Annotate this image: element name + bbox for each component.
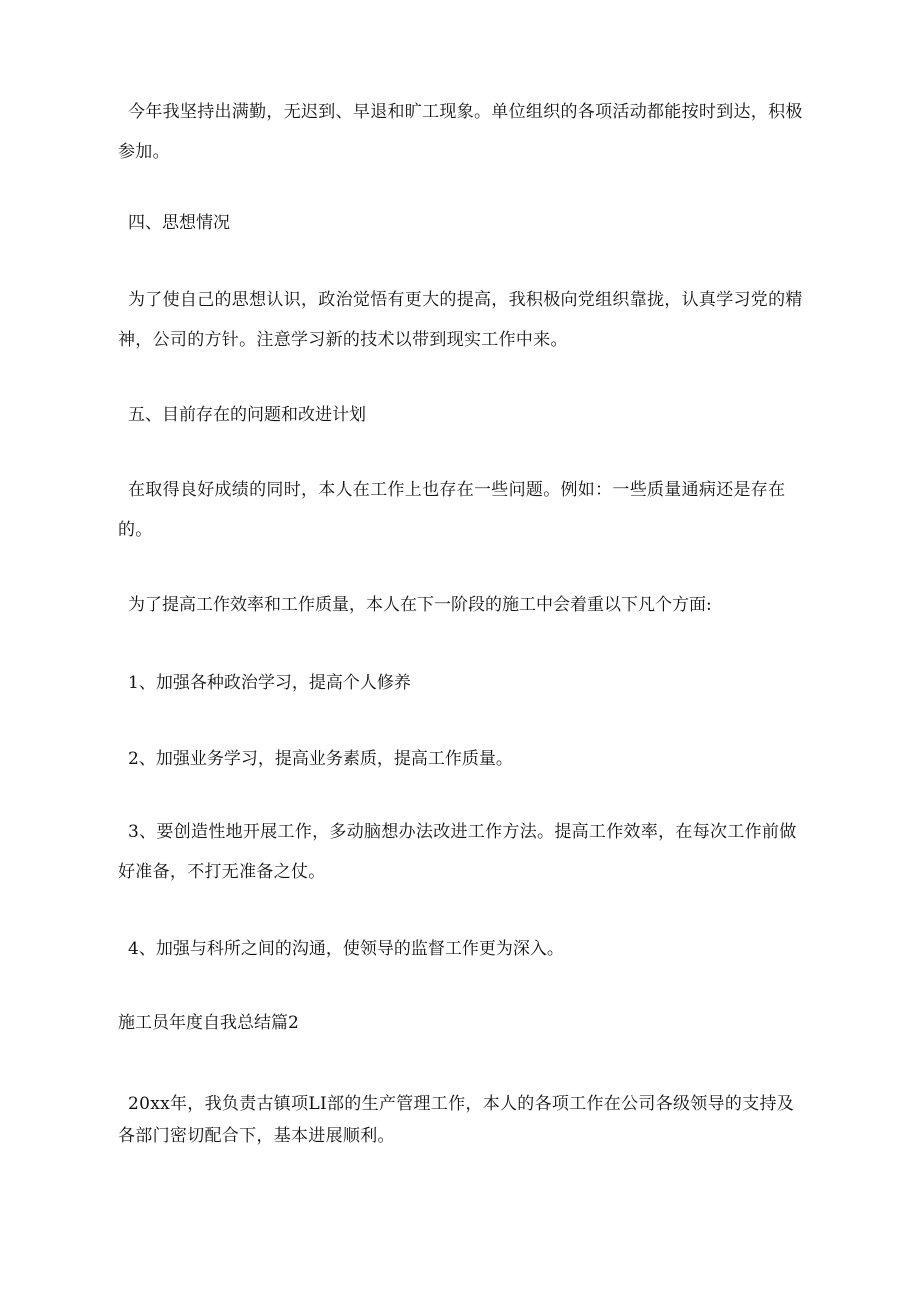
section-title-2: 施工员年度自我总结篇2 <box>118 1013 299 1033</box>
paragraph-improvement-intro: 为了提高工作效率和工作质量，本人在下一阶段的施工中会着重以下凡个方面: <box>128 595 712 615</box>
paragraph-thoughts: 为了使自己的思想认识，政治觉悟有更大的提高，我积极向党组织靠拢，认真学习党的精神，公司的方针。注意学习新的技术以带到现实工作中来。 <box>118 290 803 350</box>
list-item-2: 2、加强业务学习，提高业务素质，提高工作质量。 <box>128 749 513 769</box>
paragraph-problems: 在取得良好成绩的同时，本人在工作上也存在一些问题。例如：一些质量通病还是存在的。 <box>118 480 786 540</box>
paragraph-intro-2: 20xx年，我负责古镇项LI部的生产管理工作，本人的各项工作在公司各级领导的支持及各部门密切配合下，基本进展顺利。 <box>118 1094 795 1146</box>
heading-thoughts: 四、思想情况 <box>128 213 230 233</box>
list-item-1: 1、加强各种政治学习，提高个人修养 <box>128 673 411 693</box>
heading-problems: 五、目前存在的问题和改进计划 <box>128 405 366 425</box>
list-item-3: 3、要创造性地开展工作，多动脑想办法改进工作方法。提高工作效率，在每次工作前做好准备，不打无准备之仗。 <box>118 822 797 882</box>
list-item-4: 4、加强与科所之间的沟通，使领导的监督工作更为深入。 <box>128 939 564 959</box>
paragraph-attendance: 今年我坚持出满勤，无迟到、早退和旷工现象。单位组织的各项活动都能按时到达，积极参加。 <box>118 102 803 162</box>
